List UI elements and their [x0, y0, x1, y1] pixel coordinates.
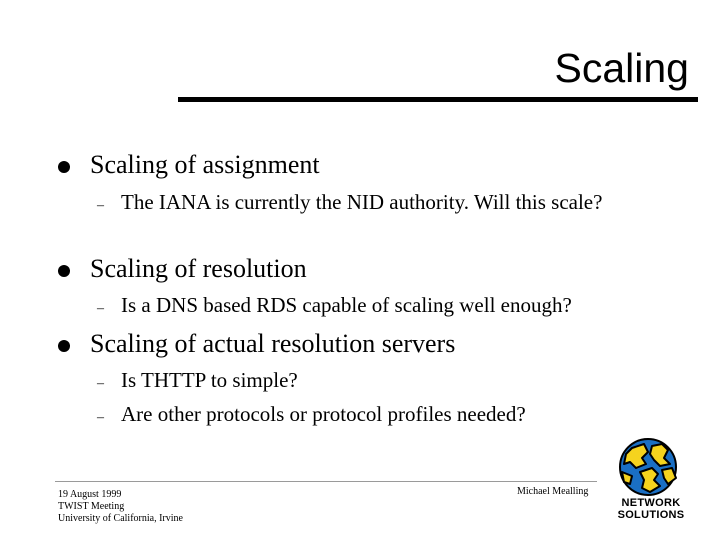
footer-author: Michael Mealling [517, 486, 589, 497]
sub-bullet-dash: – [97, 198, 104, 213]
bullet-item: Scaling of resolution [90, 254, 307, 283]
footer-divider [55, 481, 597, 482]
bullet-dot [58, 340, 70, 352]
globe-puzzle-icon [610, 436, 692, 496]
bullet-dot [58, 161, 70, 173]
bullet-item: Scaling of assignment [90, 150, 320, 179]
company-logo [610, 436, 692, 526]
sub-bullet-item: Is a DNS based RDS capable of scaling well enough? [121, 293, 572, 317]
logo-text-solutions: SOLUTIONS [617, 509, 685, 521]
logo-text-network: NETWORK [621, 497, 681, 509]
footer-date: 19 August 1999 [58, 489, 122, 500]
title-underline [178, 97, 698, 102]
sub-bullet-item: The IANA is currently the NID authority. Will this scale? [121, 190, 603, 214]
footer-info [58, 489, 183, 525]
bullet-dot [58, 265, 70, 277]
page-title: Scaling [554, 45, 689, 91]
footer-event: TWIST Meeting [58, 501, 125, 512]
sub-bullet-dash: – [97, 376, 104, 391]
sub-bullet-item: Are other protocols or protocol profiles needed? [121, 402, 526, 426]
bullet-item: Scaling of actual resolution servers [90, 329, 456, 358]
sub-bullet-item: Is THTTP to simple? [121, 368, 298, 392]
footer-venue: University of California, Irvine [58, 513, 183, 524]
sub-bullet-dash: – [97, 410, 104, 425]
sub-bullet-dash: – [97, 301, 104, 316]
